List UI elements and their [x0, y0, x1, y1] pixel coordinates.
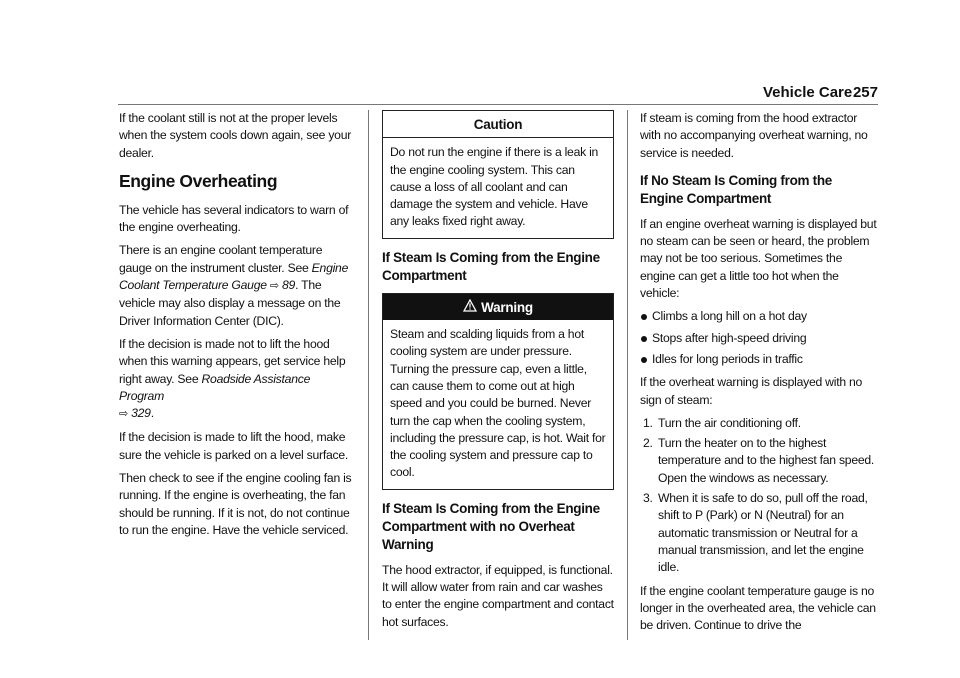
paragraph: If the engine coolant temperature gauge is no longer in the overheated area, the vehicle can be driven. Continue to drive the [640, 583, 876, 633]
paragraph: The hood extractor, if equipped, is functional. It will allow water from rain and car washes to enter the engine compartment and contact hot surfaces. [382, 562, 614, 629]
column-2 [382, 110, 614, 637]
cross-reference-link[interactable]: Roadside Assistance Program [119, 371, 311, 403]
list-item [640, 415, 878, 432]
paragraph: Then check to see if the engine cooling fan is running. If the engine is overheating, the fan should be running. If it is not, do not continue to run the engine. Have the vehicle serviced. [119, 471, 352, 537]
heading-steam-no-warning: If Steam Is Coming from the Engine Compartment with no Overheat Warning [382, 500, 600, 552]
text: . [150, 406, 154, 421]
warning-header [383, 294, 613, 320]
text: If the decision is made not to lift the hood when this warning appears, get service help right away. See [119, 336, 346, 386]
paragraph: If the decision is made to lift the hood, make sure the vehicle is parked on a level surface. [119, 430, 348, 462]
column-divider [627, 110, 628, 640]
step-number: 2. [643, 436, 653, 451]
step-text: Turn the air conditioning off. [658, 415, 801, 430]
section-title: Vehicle Care [763, 84, 853, 101]
list-item: Idles for long periods in traffic [640, 351, 878, 368]
heading-engine-overheating: Engine Overheating [119, 170, 278, 191]
paragraph [119, 336, 353, 423]
paragraph: The vehicle has several indicators to warn of the engine overheating. [119, 202, 349, 235]
heading-steam-compartment: If Steam Is Coming from the Engine Compartment [382, 249, 600, 283]
paragraph: If the overheat warning is displayed with no sign of steam: [640, 375, 863, 407]
list-item [640, 435, 878, 487]
caution-body: Do not run the engine if there is a leak in the engine cooling system. This can cause a loss of all coolant and can damage the system and vehicle. Have any leaks fixed right away. [390, 145, 599, 229]
step-text: When it is safe to do so, pull off the road, shift to P (Park) or N (Neutral) for an automatic transmission or Neutral for a manual transmission, and let the engine idle. [658, 491, 868, 575]
warning-body: Steam and scalding liquids from a hot cooling system are under pressure. Turning the pressure cap, even a little, can cause them to come out at high speed and you could be burned. Never turn the cap when the cooling system, including the pressure cap, is hot. Wait for the cooling system and pressure cap to cool. [390, 327, 606, 480]
list-item: Climbs a long hill on a hot day [640, 308, 878, 325]
warning-triangle-icon [463, 299, 477, 312]
caution-title: Caution [383, 111, 613, 138]
warning-title: Warning [481, 299, 533, 315]
paragraph: If an engine overheat warning is displayed but no steam can be seen or heard, the problem may not be too serious. Sometimes the engine can get a little too hot when the vehicle: [640, 216, 877, 301]
column-divider [368, 110, 369, 640]
header-rule [118, 104, 878, 105]
step-number: 1. [643, 415, 653, 430]
text: There is an engine coolant temperature gauge on the instrument cluster. See [119, 243, 323, 275]
page-reference-icon: ⇨ [269, 280, 279, 293]
step-text: Turn the heater on to the highest temperature and to the highest fan speed. Open the windows as necessary. [658, 436, 875, 485]
cross-reference-link[interactable]: Engine Coolant Temperature Gauge [119, 260, 349, 293]
paragraph: If steam is coming from the hood extractor with no accompanying overheat warning, no service is needed. [640, 111, 868, 160]
page-ref-number[interactable]: 89 [282, 278, 296, 293]
heading-no-steam: If No Steam Is Coming from the Engine Compartment [640, 172, 833, 206]
column-1 [119, 110, 353, 545]
list-item: Stops after high-speed driving [640, 330, 878, 347]
page-reference-icon: ⇨ [119, 408, 128, 421]
page-header [763, 84, 878, 104]
column-3 [640, 110, 878, 640]
paragraph: If the coolant still is not at the proper levels when the system cools down again, see your dealer. [119, 111, 352, 160]
page-ref-number[interactable]: 329 [131, 406, 151, 421]
page-number: 257 [852, 84, 878, 101]
caution-box [382, 110, 614, 239]
paragraph [119, 242, 353, 329]
text: . The vehicle may also display a message on the Driver Information Center (DIC). [119, 278, 341, 328]
warning-box [382, 293, 614, 490]
numbered-list [640, 415, 878, 577]
step-number: 3. [643, 491, 653, 506]
list-item [640, 490, 878, 576]
bullet-list [640, 308, 878, 368]
